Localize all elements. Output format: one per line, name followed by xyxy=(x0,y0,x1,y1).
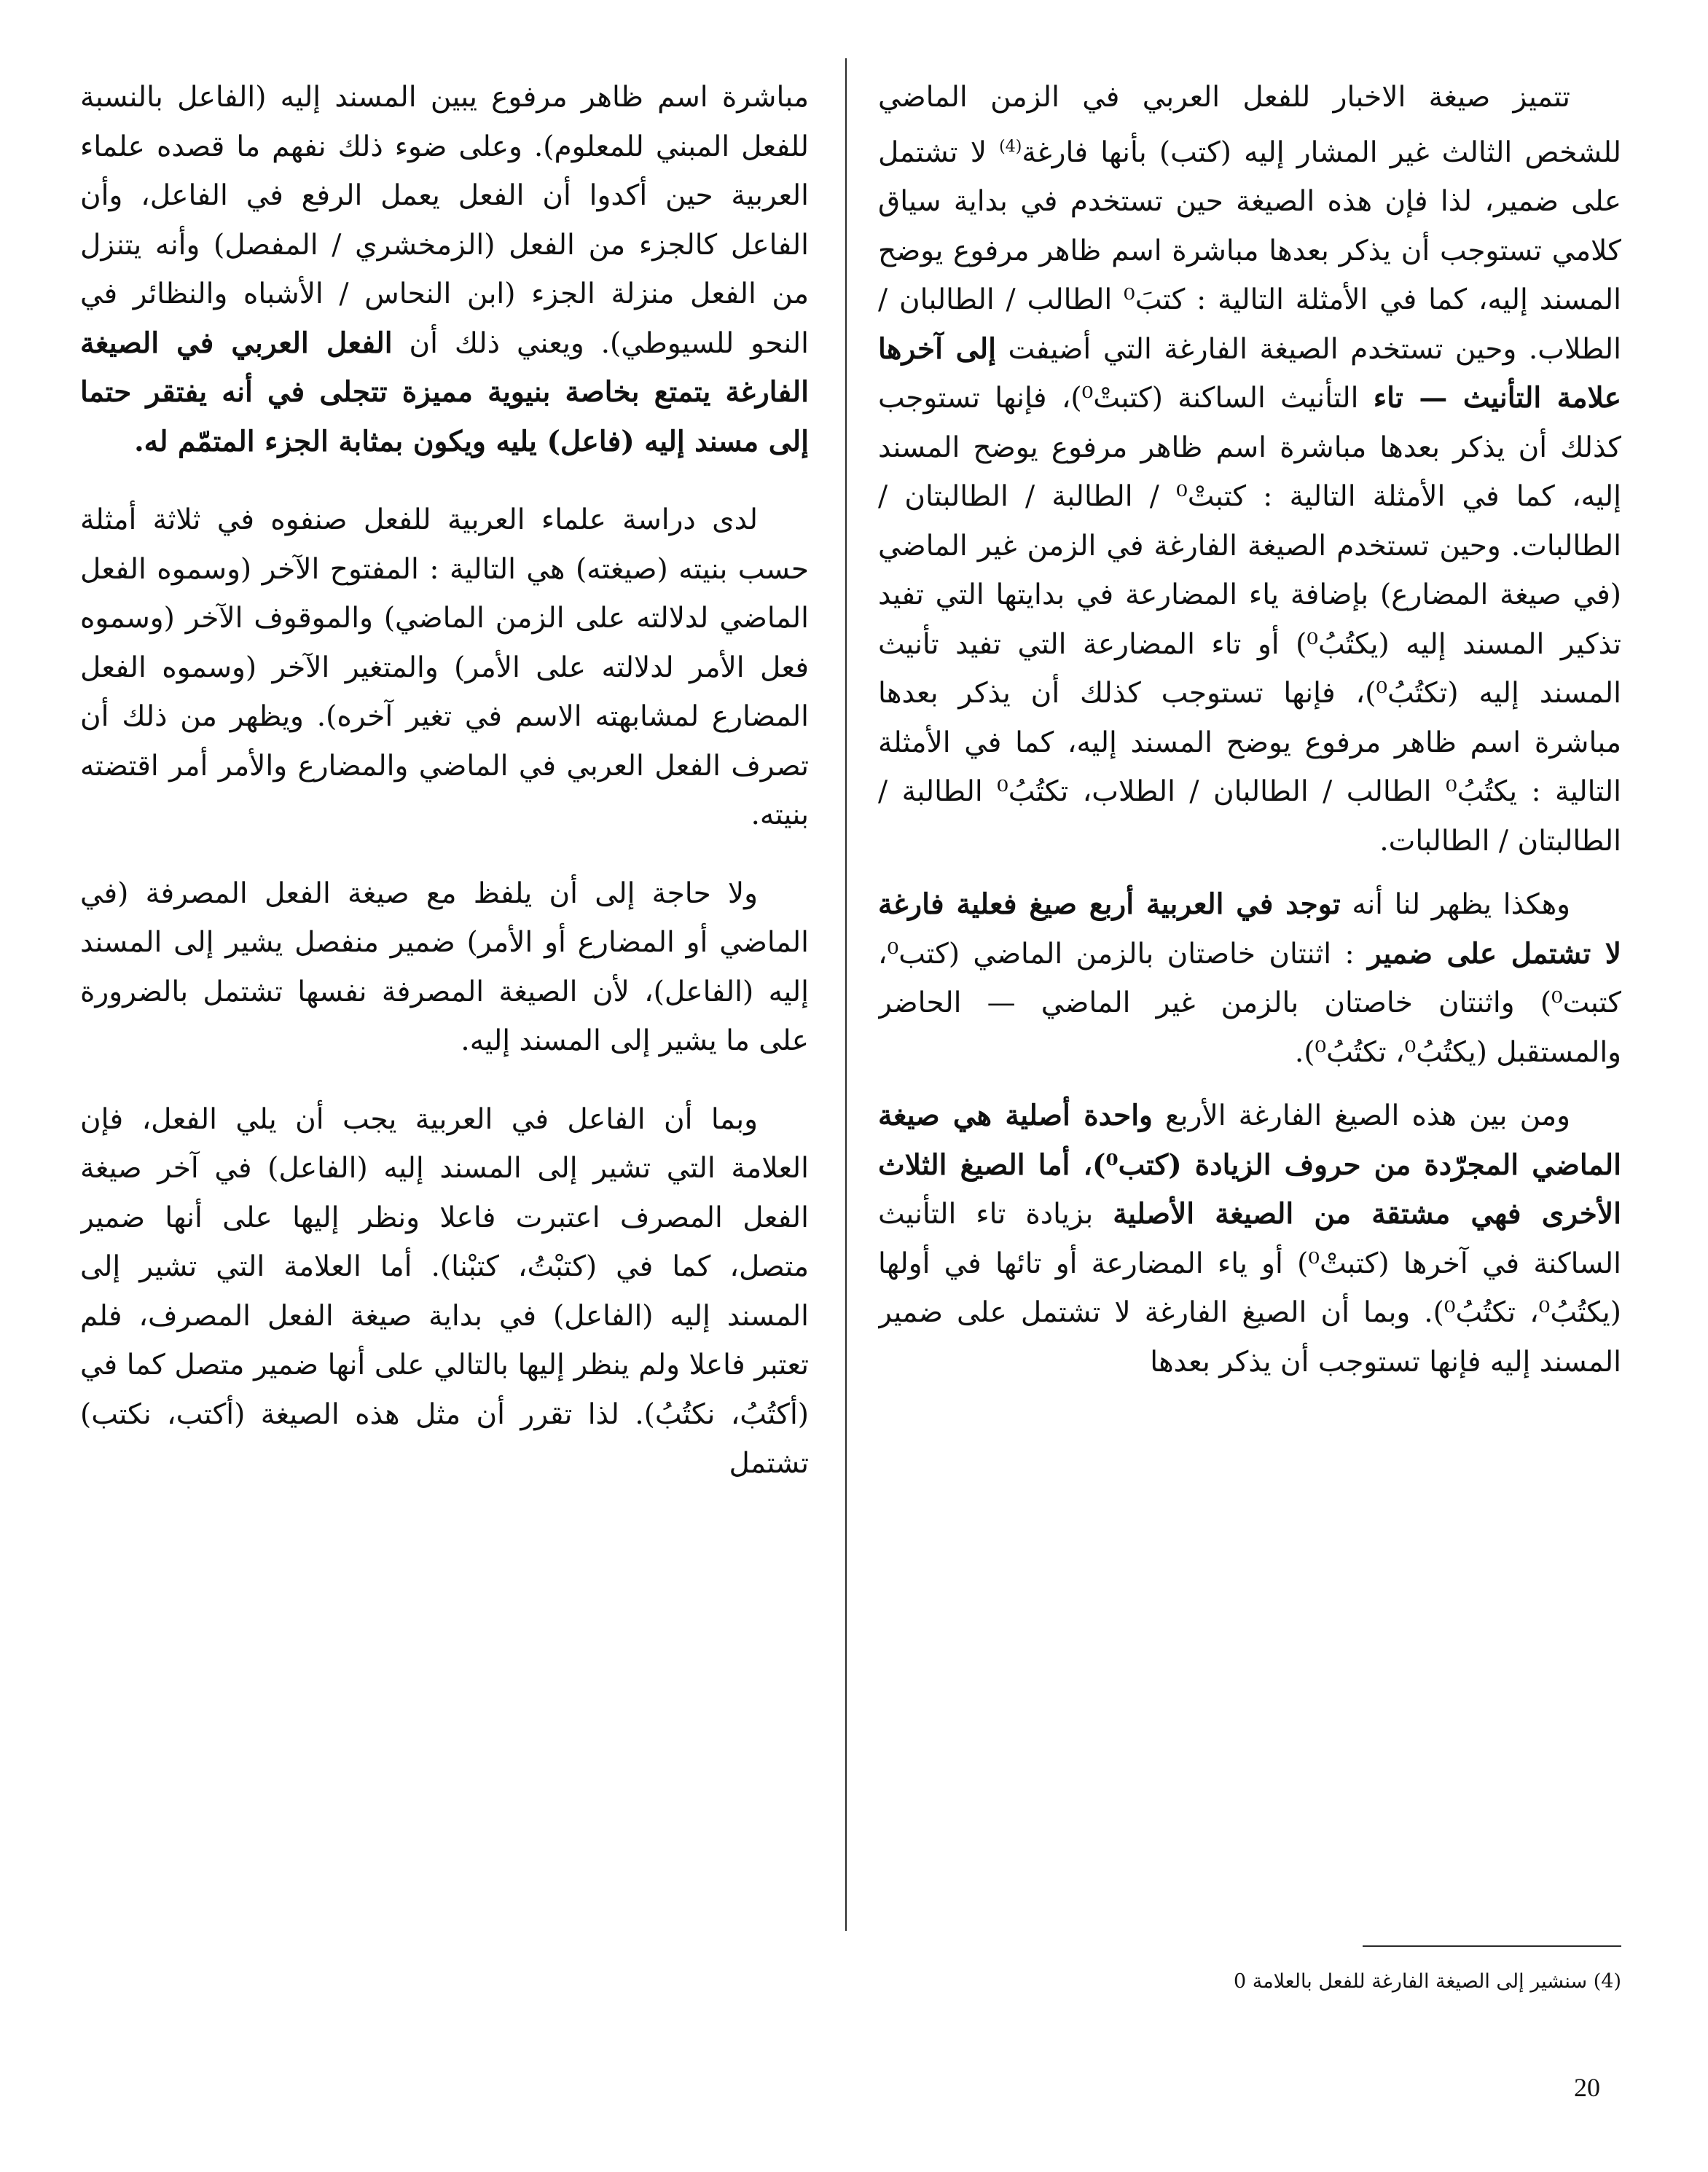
paragraph-text: ومن بين هذه الصيغ الفارغة الأربع xyxy=(1152,1099,1570,1132)
column-divider xyxy=(845,58,847,1931)
paragraph-attached-pronoun: وبما أن الفاعل في العربية يجب أن يلي الفعل، فإن العلامة التي تشير إلى المسند إليه (الفاعل) في آخر صيغة الفعل المصرف اعتبرت فاعلا ونظر إليها على أنها ضمير متصل، كما في (كتبْتُ، كتبْنا). أما العلامة التي تشير إلى المسند إليه (الفاعل) في بداية صيغة الفعل المصرف، فلم تعتبر فاعلا ولم ينظر إليها بالتالي على أنها ضمير متصل كما في (أكتُبُ، نكتُبُ). لذا تقرر أن مثل هذه الصيغة (أكتب، نكتب) تشتمل xyxy=(80,1102,809,1480)
footnote-marker: (4) xyxy=(999,137,1022,156)
footnote: (4) سنشير إلى الصيغة الفارغة للفعل بالعلامة 0 xyxy=(1233,1970,1621,1993)
paragraph-text: وهكذا يظهر لنا أنه xyxy=(1340,888,1570,921)
emphasis-text: الفعل العربي في الصيغة الفارغة يتمتع بخاصة بنيوية مميزة تتجلى في أنه يفتقر حتما إلى مسند إليه (فاعل) يليه ويكون بمثابة الجزء المتمّم له. xyxy=(80,326,809,458)
paragraph-four-forms xyxy=(878,880,1621,1077)
paragraph-text: مباشرة اسم ظاهر مرفوع يبين المسند إليه (الفاعل بالنسبة للفعل المبني للمعلوم). وعلى ضوء ذلك نفهم ما قصده علماء العربية حين أكدوا أن الفعل يعمل الرفع في الفاعل، وأن الفاعل كالجزء من الفعل (الزمخشري / المفصل) وأنه يتنزل من الفعل منزلة الجزء (ابن النحاس / الأشباه والنظائر في النحو للسيوطي). ويعني ذلك أن xyxy=(80,81,809,360)
paragraph-text: تتميز صيغة الاخبار للفعل العربي في الزمن الماضي للشخص الثالث غير المشار إليه (كتب) بأنها فارغة xyxy=(878,81,1621,169)
paragraph-text: : اثنتان خاصتان بالزمن الماضي (كتب⁰، كتبت⁰) واثنتان خاصتان بالزمن غير الماضي — الحاضر والمستقبل (يكتُبُ⁰، تكتُبُ⁰). xyxy=(878,937,1621,1069)
paragraph-text: لا تشتمل على ضمير، لذا فإن هذه الصيغة حين تستخدم في بداية سياق كلامي تستوجب أن يذكر بعدها مباشرة اسم ظاهر مرفوع يوضح المسند إليه، كما في الأمثلة التالية : كتبَ⁰ الطالب / الطالبان / الطلاب. وحين تستخدم الصيغة الفارغة التي أضيفت xyxy=(878,136,1621,366)
emphasis-text: إلى آخرها علامة التأنيث — تاء xyxy=(878,332,1621,415)
right-column xyxy=(878,73,1621,1909)
emphasis-text: توجد في العربية أربع صيغ فعلية فارغة لا تشتمل على ضمير xyxy=(878,887,1621,971)
paragraph-verb-classification: لدى دراسة علماء العربية للفعل صنفوه في ثلاثة أمثلة حسب بنيته (صيغته) هي التالية : المفتوح الآخر (وسموه الفعل الماضي لدلالته على الزمن الماضي) والموقوف الآخر (وسموه فعل الأمر لدلالته على الأمر) والمتغير الآخر (وسموه الفعل المضارع لمشابهته الاسم في تغير آخره). ويظهر من ذلك أن تصرف الفعل العربي في الماضي والمضارع والأمر أمر اقتضته بنيته. xyxy=(80,503,809,831)
paragraph-empty-verb-forms xyxy=(878,73,1621,866)
footnote-divider xyxy=(1363,1945,1621,1947)
left-column xyxy=(80,73,809,1938)
page-number: 20 xyxy=(1574,2073,1600,2102)
paragraph-text: التأنيث الساكنة (كتبتْ⁰)، فإنها تستوجب كذلك أن يذكر بعدها مباشرة اسم ظاهر مرفوع يوضح المسند إليه، كما في الأمثلة التالية : كتبتْ⁰ / الطالبة / الطالبتان / الطالبات. وحين تستخدم الصيغة الفارغة في الزمن غير الماضي (في صيغة المضارع) بإضافة ياء المضارعة في بدايتها التي تفيد تذكير المسند إليه (يكتُبُ⁰) أو تاء المضارعة التي تفيد تأنيث المسند إليه (تكتُبُ⁰)، فإنها تستوجب كذلك أن يذكر بعدها مباشرة اسم ظاهر مرفوع يوضح المسند إليه، كما في الأمثلة التالية : يكتُبُ⁰ الطالب / الطالبان / الطلاب، تكتُبُ⁰ الطالبة / الطالبتان / الطالبات. xyxy=(878,382,1621,858)
paragraph-text: بزيادة تاء التأنيث الساكنة في آخرها (كتبتْ⁰) أو ياء المضارعة أو تائها في أولها (يكتُبُ⁰، تكتُبُ⁰). وبما أن الصيغ الفارغة لا تشتمل على ضمير المسند إليه فإنها تستوجب أن يذكر بعدها xyxy=(878,1198,1621,1379)
paragraph-subject-continuation xyxy=(80,73,809,466)
paragraph-original-form xyxy=(878,1091,1621,1387)
paragraph-separate-pronoun: ولا حاجة إلى أن يلفظ مع صيغة الفعل المصرفة (في الماضي أو المضارع أو الأمر) ضمير منفصل يشير إلى المسند إليه (الفاعل)، لأن الصيغة المصرفة نفسها تشتمل بالضرورة على ما يشير إلى المسند إليه. xyxy=(80,877,809,1057)
emphasis-text: واحدة أصلية هي صيغة الماضي المجرّدة من حروف الزيادة (كتب⁰)، أما الصيغ الثلاث الأخرى فهي مشتقة من الصيغة الأصلية xyxy=(878,1099,1621,1231)
